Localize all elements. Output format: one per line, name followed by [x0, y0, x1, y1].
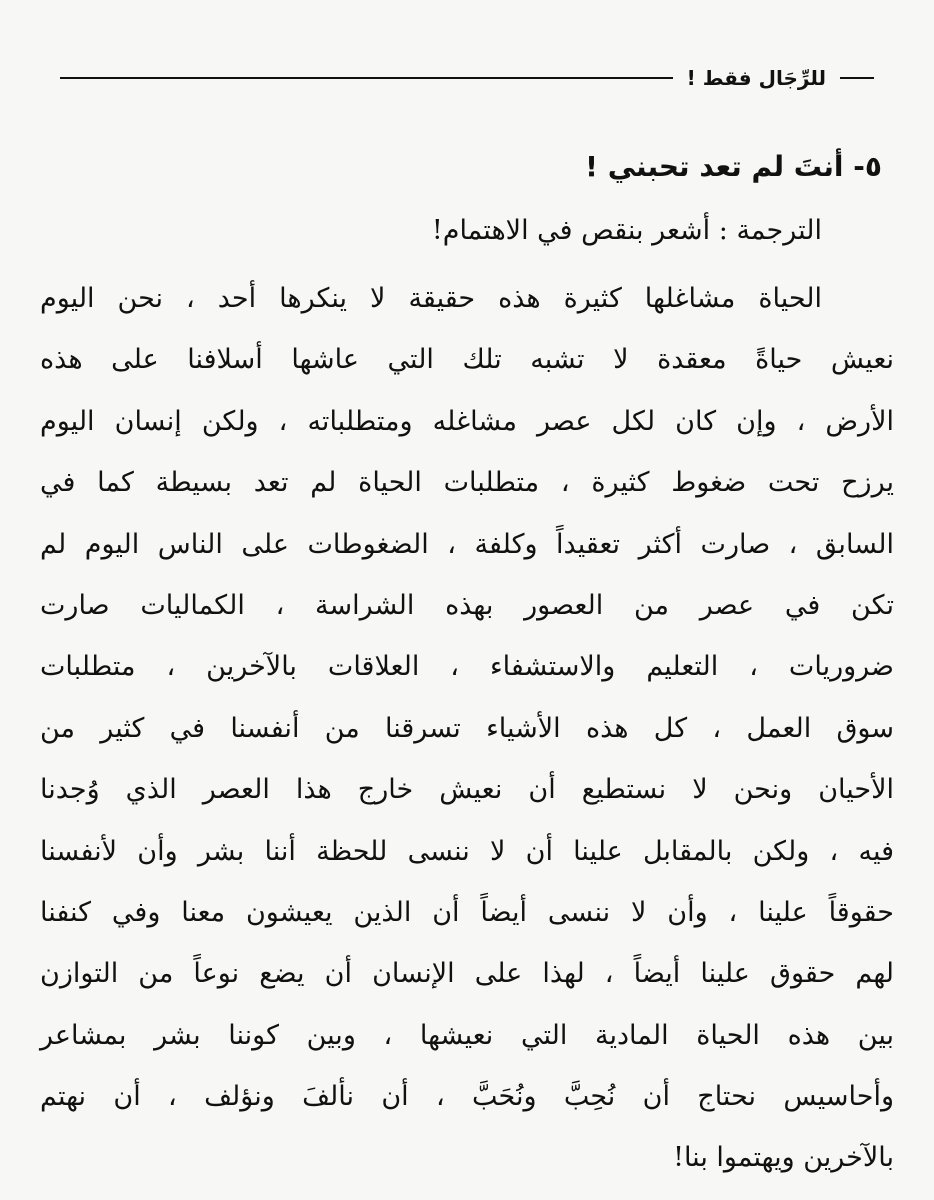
body-line: بين هذه الحياة المادية التي نعيشها ، وبين كوننا بشر بمشاعر — [40, 1019, 894, 1051]
body-line: الأرض ، وإن كان لكل عصر مشاغله ومتطلباته ، ولكن إنسان اليوم — [40, 405, 894, 437]
translation-line: الترجمة : أشعر بنقص في الاهتمام! — [431, 215, 822, 246]
body-line: الأحيان ونحن لا نستطيع أن نعيش خارج هذا العصر الذي وُجدنا — [40, 774, 894, 806]
body-line: ضروريات ، التعليم والاستشفاء ، العلاقات بالآخرين ، متطلبات — [40, 651, 894, 683]
body-line: نعيش حياةً معقدة لا تشبه تلك التي عاشها أسلافنا على هذه — [40, 344, 894, 376]
body-line: حقوقاً علينا ، وأن لا ننسى أيضاً أن الذين يعيشون معنا وفي كنفنا — [40, 896, 894, 928]
body-line: فيه ، ولكن بالمقابل علينا أن لا ننسى للحظة أننا بشر وأن لأنفسنا — [40, 835, 894, 867]
body-line: وأحاسيس نحتاج أن نُحِبَّ ونُحَبَّ ، أن نألفَ ونؤلف ، أن نهتم — [40, 1081, 894, 1113]
header-rule-short — [840, 77, 874, 79]
running-header — [60, 60, 874, 96]
section-heading: ٥- أنتَ لم تعد تحبني ! — [585, 150, 882, 183]
body-line: الحياة مشاغلها كثيرة هذه حقيقة لا ينكرها أحد ، نحن اليوم — [40, 283, 822, 314]
body-line: يرزح تحت ضغوط كثيرة ، متطلبات الحياة لم تعد بسيطة كما في — [40, 467, 894, 499]
body-paragraph — [40, 268, 894, 1189]
running-title: للرِّجَال فقط ! — [686, 66, 826, 90]
body-line: لهم حقوق علينا أيضاً ، لهذا على الإنسان أن يضع نوعاً من التوازن — [40, 958, 894, 990]
body-line: السابق ، صارت أكثر تعقيداً وكلفة ، الضغوطات على الناس اليوم لم — [40, 528, 894, 560]
header-rule — [60, 77, 673, 79]
body-line: سوق العمل ، كل هذه الأشياء تسرقنا من أنفسنا في كثير من — [40, 712, 894, 744]
body-line: تكن في عصر من العصور بهذه الشراسة ، الكماليات صارت — [40, 589, 894, 621]
body-line: بالآخرين ويهتموا بنا! — [673, 1142, 894, 1174]
